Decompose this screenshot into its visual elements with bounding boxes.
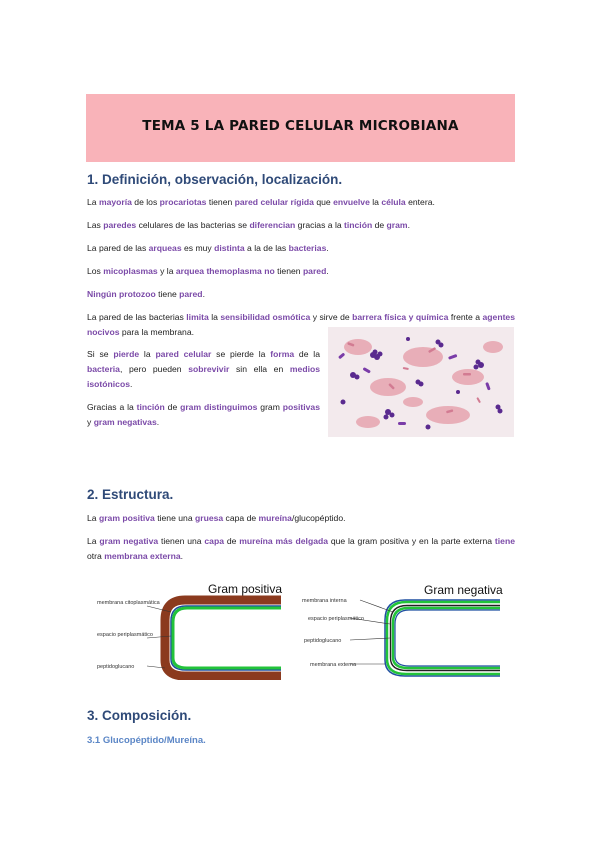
paragraph-6: La pared de las bacterias limita la sensibilidad osmótica y sirve de barrera física y química frente a agentes nocivos para la membrana. bbox=[87, 312, 515, 337]
title-banner bbox=[86, 94, 515, 162]
label-espacio-periplasmatico: espacio periplasmático bbox=[97, 632, 153, 638]
paragraph-5: Ningún protozoo tiene pared. bbox=[87, 289, 205, 299]
section-3-1-subheading: 3.1 Glucopéptido/Mureína. bbox=[87, 735, 206, 746]
label-peptidoglucano-neg: peptidoglucano bbox=[304, 638, 342, 644]
section-2-heading: 2. Estructura. bbox=[87, 487, 174, 502]
label-espacio-periplasmatico-neg: espacio periplasmático bbox=[308, 616, 364, 622]
paragraph-2: Las paredes celulares de las bacterias se diferencian gracias a la tinción de gram. bbox=[87, 220, 410, 230]
paragraph-7: Si se pierde la pared celular se pierde la forma de la bacteria, pero pueden sobrevivir sin ella en medios isotónicos. bbox=[87, 349, 320, 389]
gram-positive-title: Gram positiva bbox=[208, 582, 283, 596]
label-peptidoglucano: peptidoglucano bbox=[97, 664, 135, 670]
label-membrana-externa: membrana externa bbox=[310, 662, 357, 668]
label-membrana-citoplasmatica: membrana citoplasmática bbox=[97, 600, 160, 606]
paragraph-8: Gracias a la tinción de gram distinguimos gram positivas y gram negativas. bbox=[87, 402, 320, 427]
paragraph-4: Los micoplasmas y la arquea themoplasma no tienen pared. bbox=[87, 266, 329, 276]
gram-negative-title: Gram negativa bbox=[424, 583, 503, 597]
label-membrana-interna: membrana interna bbox=[302, 598, 347, 604]
paragraph-3: La pared de las arqueas es muy distinta a la de las bacterias. bbox=[87, 243, 329, 253]
gram-stain-micrograph bbox=[328, 327, 514, 437]
paragraph-10: La gram negativa tienen una capa de mureína más delgada que la gram positiva y en la parte externa tiene otra membrana externa. bbox=[87, 536, 515, 561]
gram-positive-diagram bbox=[93, 576, 293, 685]
section-3-heading: 3. Composición. bbox=[87, 708, 192, 723]
paragraph-1: La mayoría de los procariotas tienen pared celular rígida que envuelve la célula entera. bbox=[87, 197, 435, 207]
section-1-heading: 1. Definición, observación, localización. bbox=[87, 172, 343, 187]
gram-negative-diagram bbox=[300, 576, 504, 685]
page-title: TEMA 5 LA PARED CELULAR MICROBIANA bbox=[142, 118, 459, 134]
paragraph-9: La gram positiva tiene una gruesa capa de mureína/glucopéptido. bbox=[87, 513, 346, 523]
